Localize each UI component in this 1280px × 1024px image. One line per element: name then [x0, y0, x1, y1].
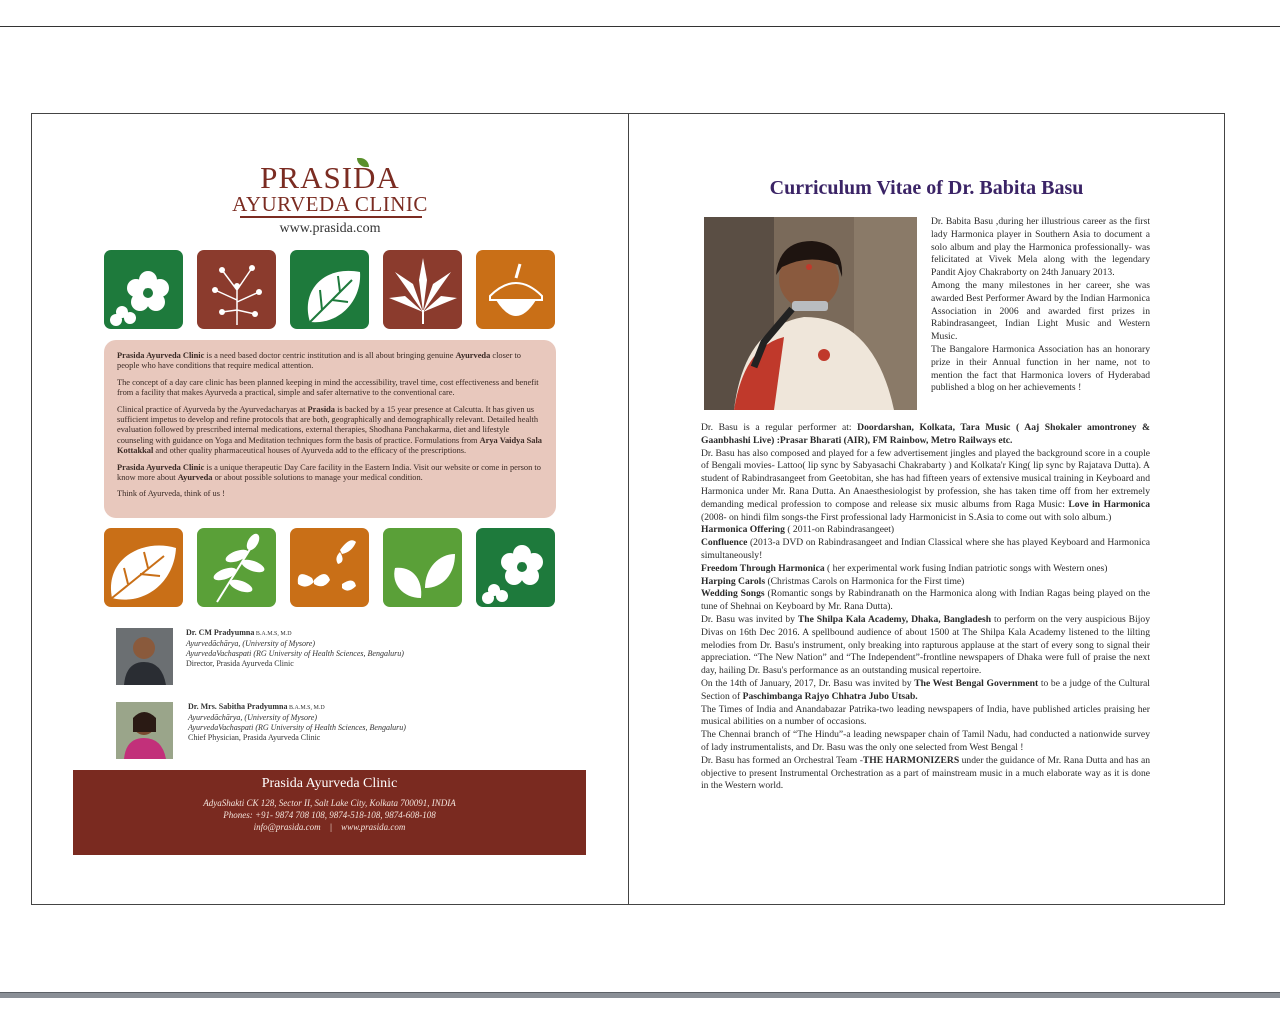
doctor-role: Chief Physician, Prasida Ayurveda Clinic: [188, 733, 321, 742]
cv-text: Dr. Basu is a regular performer at:: [701, 422, 858, 433]
logo-subtitle: AYURVEDA CLINIC: [232, 192, 428, 216]
doctor-qualification: Ayurvedāchārya, (University of Mysore): [188, 713, 317, 722]
info-text: is a unique therapeutic Day Care facility in the Eastern India. Visit our website or come in person to know more about: [117, 462, 541, 483]
doctor-details: [188, 702, 448, 743]
cv-intro: [931, 216, 1150, 395]
footer-address: AdyaShakti CK 128, Sector II, Salt Lake City, Kolkata 700091, INDIA: [203, 798, 456, 808]
info-paragraph: [117, 405, 543, 457]
monstera-leaf-icon: [290, 250, 369, 329]
cv-title: Curriculum Vitae of Dr. Babita Basu: [769, 177, 1084, 199]
info-text: or about possible solutions to manage your medical condition.: [212, 473, 423, 483]
cv-text: to perform on the very auspicious Bijoy Divas on 16th Dec 2016. A spellbound audience of about 1500 at The Shilpa Kala Academy listened to the lilting melodies from Dr. Basu's instrument, only breaking into rapturous applause at the start of every song to signal their appreciation. “The New Nation” and “The Independent”-frontline newspapers of Dhaka were full of praise the next day, hailing Dr. Basu's performance as an outstanding musical repertoire.: [701, 613, 1150, 677]
top-rule: [0, 26, 1280, 27]
doctor-qualification: AyurvedaVachaspati (RG University of Health Sciences, Bengaluru): [186, 649, 404, 658]
logo-underline: [240, 216, 422, 218]
cv-bold: Doordarshan, Kolkata, Tara Music ( Aaj Shokaler amontroney & Gaanbhashi Live) :Prasar Bharati (AIR), FM Rainbow, Metro Railways etc.: [701, 422, 1150, 446]
album-title: Wedding Songs: [701, 588, 765, 600]
info-text: closer to people who have conditions that require medical attention.: [117, 351, 521, 371]
album-desc: (Romantic songs by Rabindranath on the Harmonica along with Indian Ragas being played on the tune of Shehnai on Keyboard by Mr. Rana Dutta).: [701, 588, 1150, 613]
cv-body: [701, 422, 1150, 793]
cv-photo: [704, 217, 917, 410]
website-link[interactable]: www.prasida.com: [279, 221, 381, 236]
cv-paragraph: [701, 448, 1150, 525]
cv-album: [701, 524, 1150, 537]
cv-bold: Love in Harmonica: [1068, 498, 1150, 510]
info-bold: Prasida: [307, 404, 335, 414]
logo-name: PRASIDA: [260, 160, 400, 195]
cv-bold: The Shilpa Kala Academy, Dhaka, Bangladesh: [797, 613, 992, 625]
cv-album: [701, 576, 1150, 589]
acorn-icon: [476, 250, 555, 329]
doctor-qualification: AyurvedaVachaspati (RG University of Health Sciences, Bengaluru): [188, 723, 406, 732]
cv-paragraph: The Bangalore Harmonica Association has an honorary prize in their Annual function in her name, not to mention the fact that Harmonica lovers of Hyderabad published a blog on her achievements !: [931, 343, 1150, 394]
info-clinic-name: Prasida Ayurveda Clinic: [117, 462, 205, 472]
info-text: and other quality pharmaceutical houses of Ayurveda add to the efficacy of the prescriptions.: [153, 446, 467, 456]
album-desc: (Christmas Carols on Harmonica for the First time): [765, 575, 965, 587]
sprout-icon: [383, 528, 462, 607]
info-text: is a need based doctor centric institution and is all about bringing genuine: [204, 351, 456, 360]
avatar: [116, 628, 173, 685]
album-desc: ( her experimental work fusing Indian patriotic songs with Western ones): [824, 562, 1108, 574]
info-clinic-name: Prasida Ayurveda Clinic: [117, 351, 205, 360]
cv-album: [701, 537, 1150, 563]
footer-website[interactable]: www.prasida.com: [341, 822, 406, 832]
footer-phones: Phones: +91- 9874 708 108, 9874-518-108, 9874-608-108: [223, 810, 436, 820]
leaf-icon: [104, 528, 183, 607]
cv-text: to be a judge of the Cultural Section of: [701, 677, 1150, 702]
cv-album: [701, 563, 1150, 576]
info-text: Clinical practice of Ayurveda by the Ayurvedacharyas at: [117, 404, 308, 414]
album-title: Confluence: [701, 537, 748, 549]
berries-icon: [197, 250, 276, 329]
cv-paragraph: Dr. Babita Basu ,during her illustrious career as the first lady Harmonica player in Southern Asia to document a solo album and play the Harmonica professionally- was felicitated at Vivek Mela along with the legendary Pandit Ajoy Chakraborty on 24th January 2013.: [931, 216, 1150, 279]
cv-paragraph: [701, 422, 1150, 448]
doctor-degree: B.A.M.S, M.D: [287, 705, 325, 711]
album-title: Harmonica Offering: [701, 524, 785, 536]
info-paragraph: [117, 351, 543, 372]
info-tagline: Think of Ayurveda, think of us !: [117, 489, 225, 499]
album-desc: ( 2011-on Rabindrasangeet): [784, 524, 895, 536]
cv-text: Dr. Basu has also composed and played for a few advertisement jingles and played the background score in a couple of Bengali movies- Lattoo( lip sync by Sabyasachi Chakrabarty ) and Kolkata'r King( lip sync by Rajatava Dutta). A student of Rabindrasangeet from Geetobitan, she has had fifteen years of extensive musical training in Keyboard and Harmonica under Mr. Rana Dutta. An Anaesthesiologist by profession, she has taken time off from her extremely demanding medical profession to compose and release six music albums from Raga Music:: [701, 447, 1150, 510]
doctor-name: Dr. Mrs. Sabitha Pradyumna: [188, 702, 288, 711]
cv-text: (2008- on hindi film songs-the First professional lady Harmonicist in S.Asia to come out with solo album.): [701, 511, 1112, 523]
cv-text: Dr. Basu has formed an Orchestral Team -: [701, 754, 863, 766]
cv-paragraph: [701, 678, 1150, 704]
info-bold: Arya Vaidya Sala Kottakkal: [117, 435, 542, 456]
info-paragraph: [117, 463, 543, 484]
page-fold: [628, 114, 629, 904]
cv-text: On the 14th of January, 2017, Dr. Basu was invited by: [701, 677, 915, 689]
cv-bold: The West Bengal Government: [914, 677, 1039, 689]
footer-separator: |: [329, 822, 333, 832]
cv-paragraph: Among the many milestones in her career, she was awarded Best Performer Award by the Indian Harmonica Association in 2006 and awarded first prizes in Rabindrasangeet, Indian Light Music and Western Music.: [931, 279, 1150, 343]
avatar: [116, 702, 173, 759]
info-paragraph: The concept of a day care clinic has been planned keeping in mind the accessibility, travel time, cost effectiveness and benefit from a facility that makes Ayurveda a practical, simple and safer alternative to the conventional care.: [117, 377, 539, 398]
cv-paragraph: The Times of India and Anandabazar Patrika-two leading newspapers of India, have published articles praising her musical abilities on a number of occasions.: [701, 703, 1150, 728]
hemp-leaf-icon: [383, 250, 462, 329]
cv-album: [701, 588, 1150, 614]
cv-bold: Paschimbanga Rajyo Chhatra Jubo Utsab.: [742, 690, 918, 702]
album-desc: (2013-a DVD on Rabindrasangeet and Indian Classical where she has played Keyboard and Harmonica simultaneously!: [701, 537, 1150, 561]
doctor-role: Director, Prasida Ayurveda Clinic: [186, 659, 294, 668]
cv-bold: THE HARMONIZERS: [862, 754, 960, 766]
album-title: Harping Carols: [701, 575, 766, 587]
butterflies-icon: [290, 528, 369, 607]
flower-icon: [476, 528, 555, 607]
cv-paragraph: The Chennai branch of “The Hindu”-a leading newspaper chain of Tamil Nadu, had conducted a nationwide survey of lady instrumentalists, and Dr. Basu was the only one selected from West Bengal !: [701, 729, 1150, 753]
contact-footer: [73, 770, 586, 855]
footer-links: [73, 821, 586, 833]
bottom-bar: [0, 992, 1280, 998]
album-title: Freedom Through Harmonica: [701, 562, 825, 574]
info-bold: Ayurveda: [177, 473, 213, 483]
footer-title: Prasida Ayurveda Clinic: [261, 776, 398, 791]
info-bold: Ayurveda: [455, 351, 491, 360]
cv-paragraph: [701, 614, 1150, 678]
doctor-degree: B.A.M.S, M.D: [254, 631, 292, 637]
cv-paragraph: [701, 755, 1150, 793]
cv-text: under the guidance of Mr. Rana Dutta and has an objective to present Instrumental Orchestration as a part of mainstream music in a much elaborate way as it is done in the Western world.: [701, 754, 1151, 792]
cv-text: Dr. Basu was invited by: [701, 613, 798, 625]
twig-icon: [197, 528, 276, 607]
doctor-name: Dr. CM Pradyumna: [186, 628, 255, 637]
flower-icon: [104, 250, 183, 329]
footer-email[interactable]: info@prasida.com: [253, 822, 321, 832]
doctor-details: [186, 628, 446, 669]
doctor-qualification: Ayurvedāchārya, (University of Mysore): [186, 639, 315, 648]
clinic-info-box: [104, 340, 556, 518]
info-text: is backed by a 15 year presence at Calcutta. It has given us sufficient impetus to develop and refine protocols that are both, geographically and demographically relevant. Detailed health evaluation followed by prescribed internal medications, external therapies, Shodhana Panchakarma, diet and lifestyle counseling with guidance on Yoga and Meditation techniques form the basis of practice. Formulations from: [117, 404, 539, 445]
brochure-spread: [31, 113, 1225, 905]
